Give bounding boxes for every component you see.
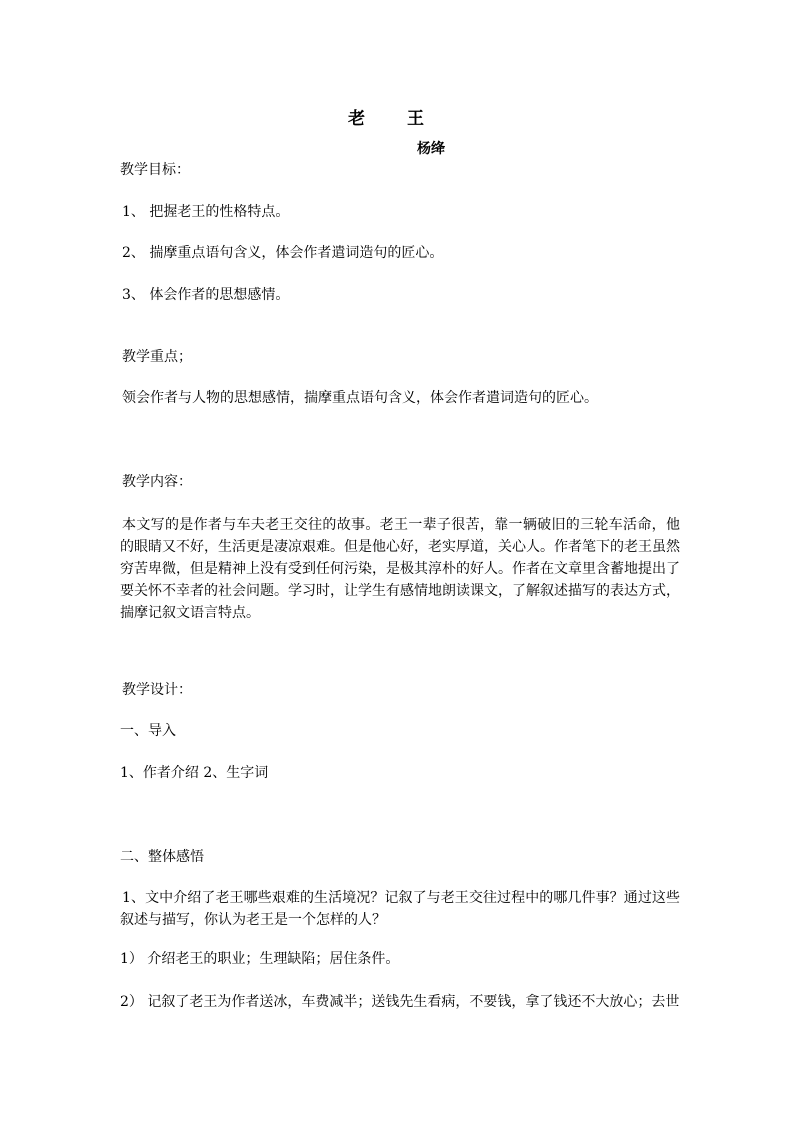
section-1-heading: 一、导入: [120, 723, 176, 739]
content-heading: 教学内容：: [122, 474, 192, 490]
objective-item-3: 3、 体会作者的思想感情。: [122, 287, 290, 303]
answer-1: 1） 介绍老王的职业；生理缺陷；居住条件。: [120, 951, 400, 967]
objective-item-2: 2、 揣摩重点语句含义，体会作者遣词造句的匠心。: [122, 245, 444, 261]
answer-2: 2） 记叙了老王为作者送冰，车费减半；送钱先生看病，不要钱，拿了钱还不大放心；去世: [120, 994, 680, 1010]
objectives-heading: 教学目标：: [120, 162, 190, 178]
objective-item-1: 1、 把握老王的性格特点。: [122, 204, 290, 220]
section-1-items: 1、作者介绍 2、生字词: [120, 765, 269, 781]
section-2-heading: 二、整体感悟: [120, 849, 204, 865]
question-1: 1、文中介绍了老王哪些艰难的生活境况？记叙了与老王交往过程中的哪几件事？通过这些叙述与描写，你认为老王是一个怎样的人？: [120, 890, 680, 928]
document-title: [348, 104, 424, 129]
title-char-2: 王: [407, 109, 424, 129]
author-name: 杨绛: [417, 141, 445, 157]
key-points-heading: 教学重点；: [122, 349, 192, 365]
key-points-text: 领会作者与人物的思想感情，揣摩重点语句含义，体会作者遣词造句的匠心。: [122, 390, 598, 406]
design-heading: 教学设计：: [122, 682, 192, 698]
content-paragraph: 本文写的是作者与车夫老王交往的故事。老王一辈子很苦，靠一辆破旧的三轮车活命，他的眼睛又不好，生活更是凄凉艰难。但是他心好，老实厚道，关心人。作者笔下的老王虽然穷苦卑微，但是精神上没有受到任何污染，是极其淳朴的好人。作者在文章里含蓄地提出了要关怀不幸者的社会问题。学习时，让学生有感情地朗读课文，了解叙述描写的表达方式，揣摩记叙文语言特点。: [120, 517, 680, 621]
title-char-1: 老: [348, 109, 365, 129]
